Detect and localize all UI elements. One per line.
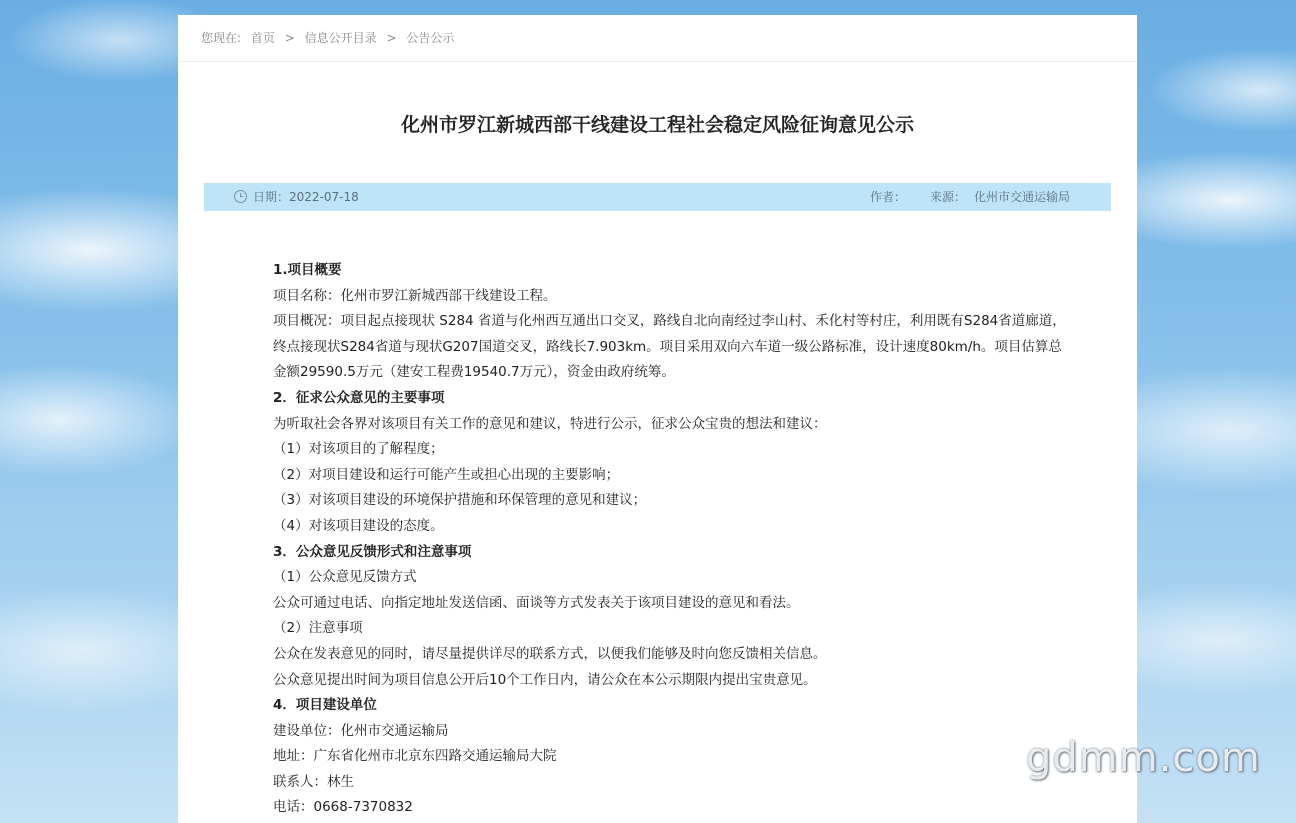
article-date [234,183,359,211]
section-heading: 2．征求公众意见的主要事项 [273,389,445,406]
article-paragraph: （1）对该项目的了解程度； [273,441,444,458]
article-paragraph: 公众在发表意见的同时，请尽量提供详尽的联系方式，以便我们能够及时向您反馈相关信息。 [273,645,827,662]
article-paragraph: 公众可通过电话、向指定地址发送信函、面谈等方式发表关于该项目建设的意见和看法。 [273,594,800,611]
breadcrumb-separator: > [284,31,295,45]
article-meta [846,183,1070,211]
breadcrumb-prefix: 您现在: [201,31,242,45]
article-paragraph: 地址：广东省化州市北京东四路交通运输局大院 [273,748,557,765]
breadcrumb-separator: > [386,31,397,45]
breadcrumb [178,15,1137,62]
section-heading: 3．公众意见反馈形式和注意事项 [273,543,472,560]
article-paragraph: 项目名称：化州市罗江新城西部干线建设工程。 [273,287,557,304]
article-date-text: 日期：2022-07-18 [253,190,359,204]
article-paragraph: 联系人：林生 [273,773,354,790]
breadcrumb-home-link[interactable]: 首页 [250,31,275,45]
article-paragraph: （2）注意事项 [273,620,363,637]
article-paragraph: 项目概况：项目起点接现状 S284 省道与化州西互通出口交叉，路线自北向南经过李山村、禾化村等村庄，利用既有S284省道廊道，终点接现状S284省道与现状G207国道交叉，路线长7.903km。项目采用双向六车道一级公路标准，设计速度80km/h。项目估算总金额29590.5万元（建安工程费19540.7万元），资金由政府统筹。 [273,313,1066,381]
article-body [273,258,1073,821]
watermark: gdmm.com [1026,735,1261,781]
article-paragraph: 公众意见提出时间为项目信息公开后10个工作日内，请公众在本公示期限内提出宝贵意见。 [273,671,817,688]
content-panel [178,15,1137,823]
clock-icon [234,190,247,203]
article-source-label: 来源： [929,190,966,204]
article-paragraph: 为听取社会各界对该项目有关工作的意见和建议，特进行公示，征求公众宝贵的想法和建议： [273,415,827,432]
article-source-value: 化州市交通运输局 [973,190,1070,204]
section-heading: 1.项目概要 [273,262,342,278]
article-info-bar [204,183,1111,211]
article-author: 作者： [869,190,906,204]
article-paragraph: 建设单位：化州市交通运输局 [273,722,449,739]
article-paragraph: （3）对该项目建设的环境保护措施和环保管理的意见和建议； [273,492,647,509]
article-paragraph: （4）对该项目建设的态度。 [273,517,444,534]
article-paragraph: （1）公众意见反馈方式 [273,569,417,586]
article-paragraph: 电话：0668-7370832 [273,799,413,816]
breadcrumb-current-link[interactable]: 公告公示 [406,31,455,45]
breadcrumb-catalog-link[interactable]: 信息公开目录 [304,31,377,45]
article-title: 化州市罗江新城西部干线建设工程社会稳定风险征询意见公示 [400,114,914,136]
article-paragraph: （2）对项目建设和运行可能产生或担心出现的主要影响； [273,466,620,483]
section-heading: 4．项目建设单位 [273,697,377,714]
